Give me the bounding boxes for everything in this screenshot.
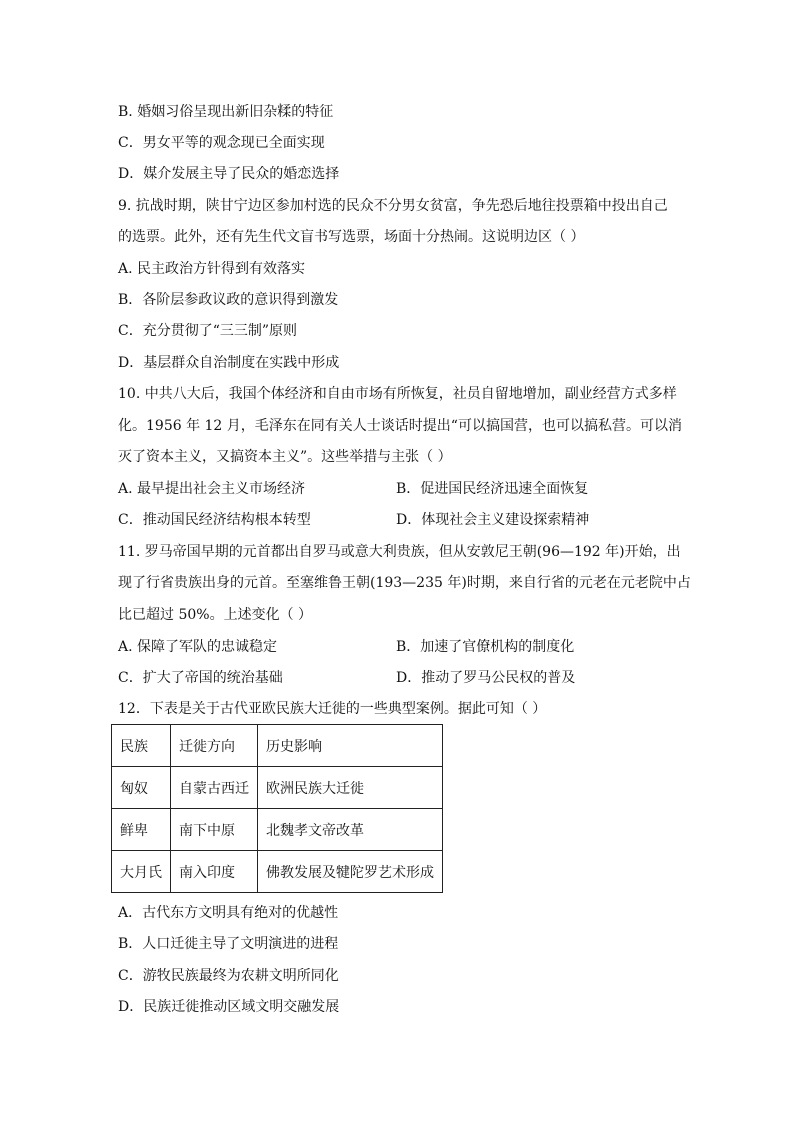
q11-option-b: B．加速了官僚机构的制度化 [396, 639, 575, 655]
q12-option-b: B．人口迁徙主导了文明演进的进程 [118, 936, 339, 952]
q12-stem-line1: 12．下表是关于古代亚欧民族大迁徙的一些典型案例。据此可知（ ） [118, 701, 547, 717]
q9-stem-line2: 的选票。此外，还有先生代文盲书写选票，场面十分热闹。这说明边区（ ） [118, 229, 585, 245]
table-header-cell: 迁徙方向 [171, 725, 258, 767]
table-cell: 佛教发展及犍陀罗艺术形成 [258, 851, 443, 893]
table-header-row [112, 725, 443, 767]
table-cell: 自蒙古西迁 [171, 767, 258, 809]
q8-option-d: D．媒介发展主导了民众的婚恋选择 [118, 166, 340, 182]
q8-option-c: C．男女平等的观念现已全面实现 [118, 135, 325, 151]
q10-option-b: B．促进国民经济迅速全面恢复 [396, 481, 589, 497]
migration-table [111, 724, 443, 893]
q12-option-a: A．古代东方文明具有绝对的优越性 [118, 905, 339, 921]
table-cell: 鲜卑 [112, 809, 171, 851]
q9-option-d: D．基层群众自治制度在实践中形成 [118, 355, 340, 371]
q10-stem-line3: 灭了资本主义，又搞资本主义”。这些举措与主张（ ） [118, 449, 452, 465]
table-cell: 南下中原 [171, 809, 258, 851]
q10-option-a: A. 最早提出社会主义市场经济 [118, 481, 306, 497]
q11-option-c: C．扩大了帝国的统治基础 [118, 670, 283, 686]
q9-stem-line1: 9. 抗战时期，陕甘宁边区参加村选的民众不分男女贫富，争先恐后地往投票箱中投出自己 [118, 198, 668, 214]
q12-option-c: C．游牧民族最终为农耕文明所同化 [118, 968, 339, 984]
q11-option-d: D．推动了罗马公民权的普及 [396, 670, 576, 686]
table-header-cell: 历史影响 [258, 725, 443, 767]
table-row [112, 809, 443, 851]
table-cell: 北魏孝文帝改革 [258, 809, 443, 851]
q11-stem-line2: 现了行省贵族出身的元首。至塞维鲁王朝(193—235 年)时期，来自行省的元老在元老院中占 [118, 575, 691, 591]
table-cell: 大月氏 [112, 851, 171, 893]
q10-option-d: D．体现社会主义建设探索精神 [396, 512, 590, 528]
q9-option-c: C．充分贯彻了“三三制”原则 [118, 323, 298, 339]
table-row [112, 767, 443, 809]
table-cell: 匈奴 [112, 767, 171, 809]
q10-stem-line2: 化。1956 年 12 月，毛泽东在同有关人士谈话时提出“可以搞国营，也可以搞私营。可以消 [118, 418, 682, 434]
q9-option-b: B．各阶层参政议政的意识得到激发 [118, 292, 339, 308]
q10-option-c: C．推动国民经济结构根本转型 [118, 512, 311, 528]
table-cell: 南入印度 [171, 851, 258, 893]
q11-stem-line3: 比已超过 50%。上述变化（ ） [118, 607, 313, 623]
table-row [112, 851, 443, 893]
table-header-cell: 民族 [112, 725, 171, 767]
table-cell: 欧洲民族大迁徙 [258, 767, 443, 809]
q10-stem-line1: 10. 中共八大后，我国个体经济和自由市场有所恢复，社员自留地增加，副业经营方式多样 [118, 386, 677, 402]
q8-option-b: B. 婚姻习俗呈现出新旧杂糅的特征 [118, 104, 334, 120]
q9-option-a: A. 民主政治方针得到有效落实 [118, 261, 306, 277]
q12-option-d: D．民族迁徙推动区域文明交融发展 [118, 999, 340, 1015]
q11-option-a: A. 保障了军队的忠诚稳定 [118, 639, 278, 655]
q11-stem-line1: 11. 罗马帝国早期的元首都出自罗马或意大利贵族，但从安敦尼王朝(96—192 年)开始，出 [118, 544, 681, 560]
